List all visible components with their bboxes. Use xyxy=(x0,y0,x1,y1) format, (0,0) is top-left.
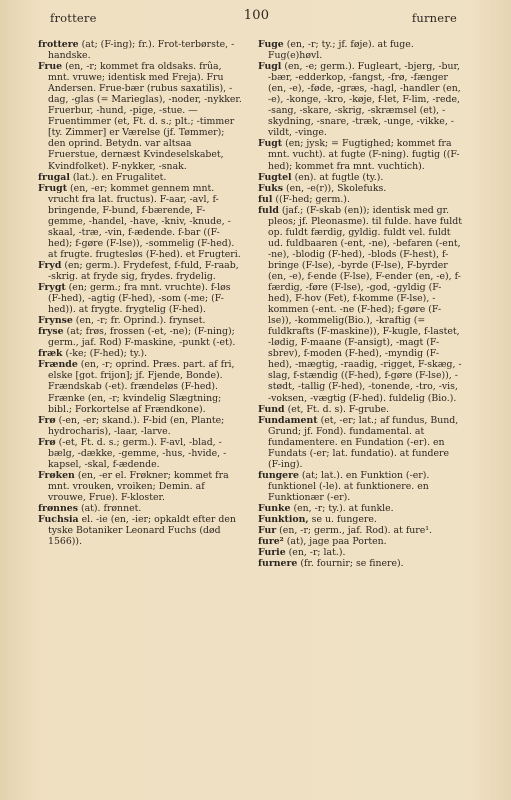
entry-definition: (-et, Ft. d. s.; germ.). F-avl, -blad, -bælg, -dække, -gemme, -hus, -hvide, -kapsel, -skal, f-ædende. xyxy=(48,436,227,470)
dictionary-entry xyxy=(38,39,242,61)
entry-definition: (-ke; (F-hed); ty.). xyxy=(62,348,148,360)
entry-definition: (en, -r; oprind. Præs. part. af fri, elske [got. frijon]; jf. Fjende, Bonde). Frændskab (-et). frændeløs (F-hed). Frænke (en, -r; kvindelig Slægtning; bibl.; Forkortelse af Frændkone). xyxy=(48,359,235,415)
entry-headword: Frø xyxy=(38,436,56,448)
entry-headword: Fundament xyxy=(258,414,318,426)
left-column xyxy=(38,39,242,547)
entry-definition: ((F-hed; germ.). xyxy=(272,193,350,205)
dictionary-entry xyxy=(258,514,462,525)
entry-headword: Fur xyxy=(258,525,277,537)
dictionary-entry xyxy=(258,525,462,536)
dictionary-entry xyxy=(258,536,462,547)
entry-definition: (lat.). en Frugalitet. xyxy=(69,171,167,183)
entry-headword: Fuge xyxy=(258,39,284,50)
entry-definition: (en, -r; ty.; jf. føje). at fuge. Fug(e)høvl. xyxy=(268,39,414,62)
entry-headword: Frue xyxy=(38,61,63,73)
entry-definition: (en, -r; fr. Oprind.). frynset. xyxy=(72,315,206,327)
dictionary-entry xyxy=(258,39,462,61)
dictionary-entry xyxy=(258,558,462,569)
dictionary-entry xyxy=(258,205,462,404)
entry-definition: (en, -er el. Frøkner; kommet fra mnt. vrouken, vroiken; Demin. af vrouwe, Frue). F-kloster. xyxy=(48,469,229,503)
dictionary-entry xyxy=(258,503,462,514)
dictionary-entry xyxy=(38,348,242,359)
entry-definition: (en, -er; kommet gennem mnt. vrucht fra lat. fructus). F-aar, -avl, f-bringende, F-bund, f-bærende, F-gemme, -handel, -have, -kniv, -knude, -skaal, -træ, -vin, f-ædende. f-bar ((F-hed); f-gøre (F-lse)), -sommelig (F-hed). at frugte. frugtesløs (F-hed). et Frugteri. xyxy=(48,182,241,260)
dictionary-entry xyxy=(38,172,242,183)
entry-headword: fure² xyxy=(258,536,284,548)
entry-headword: ful xyxy=(258,193,273,205)
entry-definition: (at; frøs, frossen (-et, -ne); (F-ning); germ., jaf. Rod) F-maskine, -punkt (-et). xyxy=(48,326,236,349)
entry-definition: el. -ie (en, -ier; opkaldt efter den tyske Botaniker Leonard Fuchs (død 1566)). xyxy=(48,514,236,548)
entry-definition: (at; (F-ing); fr.). Frot-terbørste, -handske. xyxy=(48,39,235,62)
entry-definition: (en, -e; germ.). Fugleart, -bjerg, -bur, -bær, -edderkop, -fangst, -frø, -fænger (en, -e), -føde, -græs, -hagl, -handler (en, -e), -konge, -kro, -køje, f-let, F-lim, -rede, -sang, -skare, -skrig, -skræmsel (et), -skydning, -snare, -træk, -unge, -vikke, -vildt, -vinge. xyxy=(268,61,461,139)
dictionary-entry xyxy=(38,282,242,315)
entry-headword: furnere xyxy=(258,558,298,570)
right-column xyxy=(258,39,462,569)
entry-headword: Fryd xyxy=(38,259,62,271)
entry-definition: (en, -r; kommet fra oldsaks. frûa, mnt. vruwe; identisk med Freja). Fru Andersen. Frue-bær (rubus saxatilis), -dag, -glas (= Marieglas), -noder, -nykker. Fruerbur, -hund, -pige, -stue. — Fruentimmer (et, Ft. d. s.; plt.; -timmer [ty. Zimmer] er Værelse (jf. Tømmer); den oprind. Betydn. var altsaa Fruerstue, dernæst Kvindeselskabet, Kvindfolket). F-nykker, -snak. xyxy=(48,61,242,172)
dictionary-entry xyxy=(38,470,242,503)
entry-definition: (en, -r; lat.). xyxy=(285,547,346,559)
dictionary-entry xyxy=(38,183,242,260)
entry-definition: (en). at fugtle (ty.). xyxy=(291,171,384,183)
header-left-guide-word: frottere xyxy=(50,11,97,25)
dictionary-entry xyxy=(38,359,242,414)
entry-headword: Fugtel xyxy=(258,171,292,183)
entry-headword: fræk xyxy=(38,348,63,360)
dictionary-entry xyxy=(258,470,462,503)
page-header xyxy=(38,8,475,28)
dictionary-entry xyxy=(38,315,242,326)
dictionary-entry xyxy=(258,172,462,183)
dictionary-entry xyxy=(258,547,462,558)
entry-definition: (at; lat.). en Funktion (-er). funktionel (-le). at funktionere. en Funktionær (-er). xyxy=(268,469,430,503)
dictionary-entry xyxy=(258,194,462,205)
dictionary-entry xyxy=(38,61,242,171)
dictionary-entry xyxy=(258,404,462,415)
entry-headword: Funktion, xyxy=(258,514,309,526)
dictionary-entry xyxy=(258,61,462,138)
entry-definition: (at), jage paa Porten. xyxy=(283,536,387,548)
dictionary-entry xyxy=(38,514,242,547)
entry-headword: Fugt xyxy=(258,138,283,150)
dictionary-entry xyxy=(258,415,462,470)
entry-definition: (at). frønnet. xyxy=(77,502,142,514)
entry-headword: Fuks xyxy=(258,182,283,194)
dictionary-entry xyxy=(38,415,242,437)
dictionary-entry xyxy=(38,503,242,514)
entry-definition: (en; germ.; fra mnt. vruchte). f-løs (F-hed), -agtig (F-hed), -som (-me; (F-hed)). at frygte. frygtelig (F-hed). xyxy=(48,282,231,316)
entry-definition: (et, -er; lat.; af fundus, Bund, Grund; jf. Fond). fundamental. at fundamentere. en Fundation (-er). en Fundats (-er; lat. fundatio). at fundere (F-ing). xyxy=(268,414,459,470)
dictionary-entry xyxy=(258,138,462,171)
entry-headword: frottere xyxy=(38,39,79,50)
entry-headword: Frynse xyxy=(38,315,73,327)
entry-definition: (en; jysk; = Fugtighed; kommet fra mnt. vucht). at fugte (F-ning). fugtig ((F-hed); kommet fra mnt. vuchtich). xyxy=(268,138,460,172)
entry-definition: (en, -r; germ., jaf. Rod). at fure¹. xyxy=(276,525,433,537)
entry-headword: fryse xyxy=(38,326,64,338)
entry-definition: (fr. fournir; se finere). xyxy=(297,558,404,570)
entry-definition: (en, -e(r)), Skolefuks. xyxy=(283,182,387,194)
entry-headword: Frugt xyxy=(38,182,68,194)
dictionary-entry xyxy=(38,437,242,470)
entry-definition: (en, -r; ty.). at funkle. xyxy=(290,502,394,514)
entry-definition: (en; germ.). Frydefest, f-fuld, F-raab, -skrig. at fryde sig, frydes. frydelig. xyxy=(48,259,239,282)
entry-headword: fungere xyxy=(258,469,299,481)
entry-definition: se u. fungere. xyxy=(308,514,377,526)
entry-headword: Fugl xyxy=(258,61,282,73)
entry-definition: (et, Ft. d. s). F-grube. xyxy=(284,403,390,415)
entry-definition: (-en, -er; skand.). F-bid (en, Plante; hydrocharis), -laar, -larve. xyxy=(48,414,225,437)
page-number: 100 xyxy=(243,8,270,23)
entry-headword: frønnes xyxy=(38,502,78,514)
entry-headword: Fund xyxy=(258,403,285,415)
dictionary-entry xyxy=(258,183,462,194)
entry-headword: frugal xyxy=(38,171,70,183)
entry-headword: Frygt xyxy=(38,282,66,294)
entry-headword: Fuchsia xyxy=(38,514,79,526)
entry-headword: Frø xyxy=(38,414,56,426)
header-right-guide-word: furnere xyxy=(411,11,457,25)
entry-definition: (jaf.; (F-skab (en)); identisk med gr. pleos; jf. Pleonasme). til fulde. have fuldt op. fuldt færdig, gyldig. fuldt vel. fuldt ud. fuldbaaren (-ent, -ne), -befaren (-ent, -ne), -blodig (F-hed), -blods (F-hest), f-bringe (F-lse), -byrde (F-lse), F-byrder (en, -e), f-ende (F-lse), F-ender (en, -e), f-færdig, -føre (F-lse), -god, -gyldig (F-hed), F-hov (Fet), f-komme (F-lse), -kommen (-ent. -ne (F-hed); f-gøre (F-lse)), -kommelig(Bio.), -kraftig (= fuldkrafts (F-maskine)), F-kugle, f-lastet, -lødig, F-maane (F-ansigt), -magt (F-sbrev), f-moden (F-hed), -myndig (F-hed), -mægtig, -raadig, -rigget, F-skæg, -slag, f-stændig ((F-hed), f-gøre (F-lse)), -stødt, -tallig (F-hed), -tonende, -tro, -vis, -voksen, -vægtig (F-hed). fuldelig (Bio.). xyxy=(268,204,462,404)
entry-headword: Furie xyxy=(258,547,286,559)
entry-headword: Frøken xyxy=(38,469,75,481)
entry-headword: Frænde xyxy=(38,359,78,371)
dictionary-entry xyxy=(38,260,242,282)
dictionary-entry xyxy=(38,326,242,348)
entry-headword: Funke xyxy=(258,502,291,514)
entry-headword: fuld xyxy=(258,204,279,216)
